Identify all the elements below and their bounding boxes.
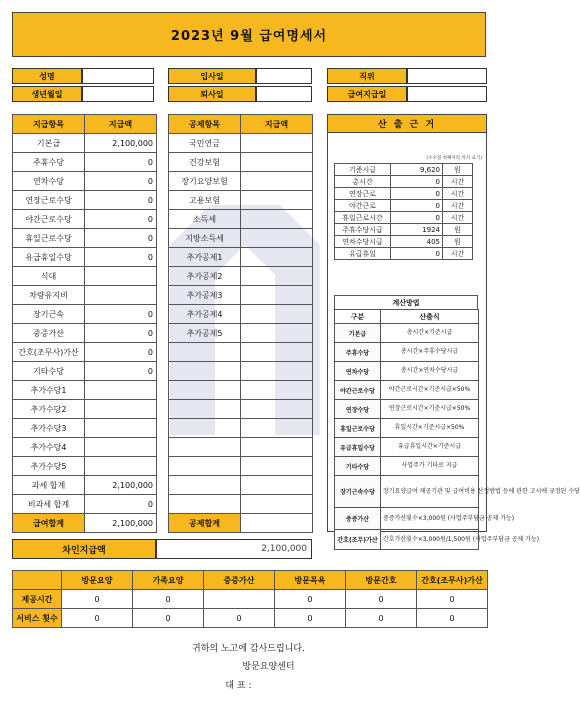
pay-row — [13, 267, 157, 286]
service-row — [13, 609, 488, 628]
deduction-row — [169, 248, 313, 267]
deduction-header-item: 공제항목 — [169, 115, 241, 134]
basis-values-table — [334, 163, 473, 260]
deduction-item-label: 고용보험 — [169, 191, 241, 210]
deduction-row — [169, 153, 313, 172]
deduction-item-amount[interactable] — [241, 324, 313, 343]
service-value[interactable]: 0 — [62, 590, 133, 609]
pay-item-label: 연차수당 — [13, 172, 85, 191]
deduction-item-label — [169, 400, 241, 419]
service-row-label: 서비스 횟수 — [13, 609, 62, 628]
deduction-item-amount[interactable] — [241, 381, 313, 400]
pay-item-amount[interactable] — [85, 419, 157, 438]
pay-item-label: 장기근속 — [13, 305, 85, 324]
pay-item-label: 비과세 합계 — [13, 495, 85, 514]
basis-value[interactable]: 0 — [391, 212, 443, 224]
deduction-item-label — [169, 438, 241, 457]
basis-label: 기준시급 — [335, 164, 391, 176]
method-formula: 휴일시간×기준시급×50% — [381, 419, 479, 438]
deduction-item-label — [169, 476, 241, 495]
service-header: 방문요양 — [62, 571, 133, 590]
deduction-item-amount[interactable] — [241, 191, 313, 210]
deduction-row — [169, 381, 313, 400]
deduction-row — [169, 457, 313, 476]
pay-item-amount[interactable] — [85, 400, 157, 419]
deduction-item-amount[interactable] — [241, 134, 313, 153]
deduction-item-label — [169, 343, 241, 362]
method-row — [335, 400, 479, 419]
method-kind: 장기근속수당 — [335, 476, 381, 508]
name-label: 성명 — [12, 68, 82, 84]
method-row — [335, 362, 479, 381]
service-header-blank — [13, 571, 62, 590]
basis-value[interactable]: 9,620 — [391, 164, 443, 176]
pay-item-amount[interactable] — [85, 267, 157, 286]
method-formula: 중증가산횟수×3,000원 (사업주부담금 공제 가능) — [381, 508, 479, 530]
birth-value[interactable] — [82, 86, 154, 102]
deduction-row — [169, 476, 313, 495]
deduction-item-amount[interactable] — [241, 438, 313, 457]
pay-header-item: 지급항목 — [13, 115, 85, 134]
deduction-item-amount[interactable] — [241, 248, 313, 267]
deduction-item-amount[interactable] — [241, 400, 313, 419]
service-value[interactable]: 0 — [204, 609, 275, 628]
net-pay-value: 2,100,000 — [156, 539, 312, 559]
method-row — [335, 381, 479, 400]
method-formula: 간호가산횟수×3,000원/1,500원 (사업주부담금 공제 가능) — [381, 530, 479, 550]
deduction-row — [169, 305, 313, 324]
basis-unit: 시간 — [443, 188, 473, 200]
pay-item-label: 야간근로수당 — [13, 210, 85, 229]
service-value[interactable] — [204, 590, 275, 609]
pay-total-row — [13, 514, 157, 533]
pay-item-amount[interactable]: 2,100,000 — [85, 476, 157, 495]
deduction-total-label: 공제합계 — [169, 514, 241, 533]
pay-row — [13, 495, 157, 514]
pay-item-label: 유급휴일수당 — [13, 248, 85, 267]
pay-row — [13, 191, 157, 210]
pay-row — [13, 248, 157, 267]
pay-item-amount[interactable]: 0 — [85, 229, 157, 248]
hire-date-label: 입사일 — [168, 68, 256, 84]
deduction-row — [169, 229, 313, 248]
deduction-item-label: 건강보험 — [169, 153, 241, 172]
service-value[interactable]: 0 — [133, 609, 204, 628]
basis-unit: 원 — [443, 236, 473, 248]
payday-label: 급여지급일 — [327, 86, 407, 102]
pay-item-label: 추가수당4 — [13, 438, 85, 457]
method-kind: 주휴수당 — [335, 343, 381, 362]
basis-value[interactable]: 0 — [391, 200, 443, 212]
method-row — [335, 476, 479, 508]
pay-item-label: 중증가산 — [13, 324, 85, 343]
pay-item-amount[interactable] — [85, 381, 157, 400]
method-kind: 연장수당 — [335, 400, 381, 419]
deduction-row — [169, 438, 313, 457]
basis-row — [335, 176, 473, 188]
basis-label: 연장근로 — [335, 188, 391, 200]
pay-item-amount[interactable] — [85, 438, 157, 457]
net-pay-label: 차인지급액 — [12, 539, 156, 559]
basis-row — [335, 188, 473, 200]
deduction-item-amount[interactable] — [241, 495, 313, 514]
basis-unit: 시간 — [443, 200, 473, 212]
service-value[interactable]: 0 — [62, 609, 133, 628]
service-header: 중증가산 — [204, 571, 275, 590]
method-formula: 총시간×주휴수당시급 — [381, 343, 479, 362]
deduction-item-label — [169, 495, 241, 514]
deduction-row — [169, 495, 313, 514]
pay-item-label: 기본급 — [13, 134, 85, 153]
pay-item-label: 추가수당3 — [13, 419, 85, 438]
method-row — [335, 438, 479, 457]
deduction-item-label: 소득세 — [169, 210, 241, 229]
service-header: 간호(조무사)가산 — [417, 571, 488, 590]
deduction-item-label — [169, 419, 241, 438]
method-row — [335, 419, 479, 438]
basis-value[interactable]: 0 — [391, 248, 443, 260]
pay-item-amount[interactable]: 0 — [85, 362, 157, 381]
pay-row — [13, 381, 157, 400]
pay-total-value: 2,100,000 — [85, 514, 157, 533]
deduction-item-amount[interactable] — [241, 419, 313, 438]
pay-item-amount[interactable] — [85, 286, 157, 305]
pay-row — [13, 343, 157, 362]
pay-row — [13, 210, 157, 229]
method-row — [335, 343, 479, 362]
pay-item-label: 기타수당 — [13, 362, 85, 381]
pay-item-label: 추가수당5 — [13, 457, 85, 476]
basis-unit: 시간 — [443, 212, 473, 224]
deduction-item-label: 추가공제4 — [169, 305, 241, 324]
method-kind: 야간근로수당 — [335, 381, 381, 400]
pay-item-amount[interactable]: 0 — [85, 210, 157, 229]
basis-value[interactable]: 0 — [391, 176, 443, 188]
pay-total-label: 급여합계 — [13, 514, 85, 533]
deduction-item-label: 추가공제5 — [169, 324, 241, 343]
method-kind: 중증가산 — [335, 508, 381, 530]
service-row — [13, 590, 488, 609]
method-kind: 간호(조무)가산 — [335, 530, 381, 550]
deduction-item-label — [169, 457, 241, 476]
service-value[interactable]: 0 — [417, 590, 488, 609]
basis-value[interactable]: 405 — [391, 236, 443, 248]
basis-unit: 시간 — [443, 248, 473, 260]
page-title: 2023년 9월 급여명세서 — [12, 12, 486, 57]
pay-item-label: 휴일근로수당 — [13, 229, 85, 248]
pay-row — [13, 134, 157, 153]
method-formula: 총시간×연차수당시급 — [381, 362, 479, 381]
pay-row — [13, 305, 157, 324]
basis-label: 휴일근로시간 — [335, 212, 391, 224]
deduction-row — [169, 400, 313, 419]
service-value[interactable]: 0 — [133, 590, 204, 609]
deduction-item-amount[interactable] — [241, 267, 313, 286]
method-header-kind: 구분 — [335, 310, 381, 324]
service-value[interactable]: 0 — [417, 609, 488, 628]
name-value[interactable] — [82, 68, 154, 84]
pay-row — [13, 476, 157, 495]
payday-value[interactable] — [407, 86, 487, 102]
position-value[interactable] — [407, 68, 487, 84]
basis-label: 야간근로 — [335, 200, 391, 212]
basis-value[interactable]: 1924 — [391, 224, 443, 236]
deduction-item-amount[interactable] — [241, 476, 313, 495]
pay-item-label: 추가수당2 — [13, 400, 85, 419]
pay-item-amount[interactable]: 0 — [85, 305, 157, 324]
deduction-row — [169, 172, 313, 191]
deduction-header-amount: 지급액 — [241, 115, 313, 134]
pay-row — [13, 438, 157, 457]
service-value[interactable]: 0 — [346, 590, 417, 609]
center-name: 방문요양센터 — [242, 662, 295, 672]
deduction-item-amount[interactable] — [241, 153, 313, 172]
deduction-item-label — [169, 381, 241, 400]
method-kind: 기본급 — [335, 324, 381, 343]
pay-item-amount[interactable]: 0 — [85, 495, 157, 514]
representative-label: 대 표 : — [225, 681, 252, 691]
pay-row — [13, 400, 157, 419]
deduction-row — [169, 134, 313, 153]
basis-label: 연차수당시급 — [335, 236, 391, 248]
deduction-row — [169, 267, 313, 286]
basis-row — [335, 224, 473, 236]
basis-value[interactable]: 0 — [391, 188, 443, 200]
pay-item-amount[interactable]: 0 — [85, 324, 157, 343]
deduction-item-amount[interactable] — [241, 210, 313, 229]
pay-row — [13, 153, 157, 172]
basis-note: (소수점 첫째자리 까지 표기) — [426, 156, 482, 161]
basis-row — [335, 236, 473, 248]
pay-item-amount[interactable]: 0 — [85, 248, 157, 267]
method-row — [335, 508, 479, 530]
deduction-item-label: 지방소득세 — [169, 229, 241, 248]
deduction-total-value — [241, 514, 313, 533]
thanks-text: 귀하의 노고에 감사드립니다. — [192, 644, 305, 654]
method-formula: 사업주가 기타로 지급 — [381, 457, 479, 476]
leave-date-value[interactable] — [256, 86, 312, 102]
pay-item-label: 간호(조무사)가산 — [13, 343, 85, 362]
pay-item-amount[interactable]: 0 — [85, 343, 157, 362]
pay-row — [13, 286, 157, 305]
method-formula: 야간근로시간×기준시급×50% — [381, 381, 479, 400]
pay-item-amount[interactable]: 0 — [85, 172, 157, 191]
pay-header-amount: 지급액 — [85, 115, 157, 134]
hire-date-value[interactable] — [256, 68, 312, 84]
basis-row — [335, 164, 473, 176]
basis-unit: 시간 — [443, 176, 473, 188]
pay-item-amount[interactable]: 2,100,000 — [85, 134, 157, 153]
deduction-item-amount[interactable] — [241, 286, 313, 305]
calculation-basis-panel — [327, 114, 580, 544]
basis-title: 산 출 근 거 — [328, 115, 486, 133]
service-row-label: 제공시간 — [13, 590, 62, 609]
pay-item-label: 주휴수당 — [13, 153, 85, 172]
deduction-row — [169, 419, 313, 438]
method-row — [335, 457, 479, 476]
basis-unit: 원 — [443, 224, 473, 236]
leave-date-label: 퇴사일 — [168, 86, 256, 102]
deduction-row — [169, 210, 313, 229]
basis-row — [335, 200, 473, 212]
deduction-row — [169, 191, 313, 210]
pay-item-label: 과세 합계 — [13, 476, 85, 495]
deduction-row — [169, 286, 313, 305]
method-kind: 기타수당 — [335, 457, 381, 476]
method-table — [334, 309, 580, 550]
pay-row — [13, 172, 157, 191]
deduction-item-amount[interactable] — [241, 343, 313, 362]
deduction-item-label: 추가공제3 — [169, 286, 241, 305]
pay-item-label: 식대 — [13, 267, 85, 286]
deduction-table — [168, 114, 313, 533]
method-kind: 유급휴일수당 — [335, 438, 381, 457]
method-formula: 유급휴일시간×기준시급 — [381, 438, 479, 457]
service-table — [12, 570, 488, 628]
deduction-item-label: 추가공제1 — [169, 248, 241, 267]
pay-item-amount[interactable]: 0 — [85, 191, 157, 210]
birth-label: 생년월일 — [12, 86, 82, 102]
pay-row — [13, 324, 157, 343]
basis-row — [335, 248, 473, 260]
pay-row — [13, 362, 157, 381]
pay-item-label: 차량유지비 — [13, 286, 85, 305]
service-header: 방문간호 — [346, 571, 417, 590]
deduction-item-label: 장기요양보험 — [169, 172, 241, 191]
method-header-formula: 산출식 — [381, 310, 479, 324]
service-value[interactable]: 0 — [275, 590, 346, 609]
method-kind: 연차수당 — [335, 362, 381, 381]
basis-label: 유급휴일 — [335, 248, 391, 260]
method-kind: 휴일근로수당 — [335, 419, 381, 438]
method-row — [335, 324, 479, 343]
basis-label: 주휴수당시급 — [335, 224, 391, 236]
service-header-row — [13, 571, 488, 590]
pay-item-amount[interactable] — [85, 457, 157, 476]
deduction-item-label: 추가공제2 — [169, 267, 241, 286]
deduction-row — [169, 343, 313, 362]
pay-row — [13, 419, 157, 438]
deduction-item-amount[interactable] — [241, 172, 313, 191]
method-row — [335, 530, 479, 550]
deduction-row — [169, 362, 313, 381]
method-title: 계산방법 — [334, 295, 478, 309]
pay-table — [12, 114, 157, 533]
pay-item-label: 연장근로수당 — [13, 191, 85, 210]
position-label: 직위 — [327, 68, 407, 84]
deduction-row — [169, 324, 313, 343]
service-value[interactable]: 0 — [275, 609, 346, 628]
basis-unit: 원 — [443, 164, 473, 176]
method-formula: 총시간×기준시급 — [381, 324, 479, 343]
service-value[interactable]: 0 — [346, 609, 417, 628]
deduction-total-row — [169, 514, 313, 533]
service-header: 방문목욕 — [275, 571, 346, 590]
pay-item-label: 추가수당1 — [13, 381, 85, 400]
basis-row — [335, 212, 473, 224]
deduction-item-amount[interactable] — [241, 229, 313, 248]
method-formula: 장기요양급여 제공기관 및 급여비용 산정방법 등에 관한 고시에 규정된 수당 — [381, 476, 479, 508]
deduction-item-amount[interactable] — [241, 305, 313, 324]
pay-item-amount[interactable]: 0 — [85, 153, 157, 172]
service-header: 가족요양 — [133, 571, 204, 590]
pay-row — [13, 229, 157, 248]
deduction-item-label — [169, 362, 241, 381]
deduction-item-label: 국민연금 — [169, 134, 241, 153]
method-formula: 연장근로시간×기준시급×50% — [381, 400, 479, 419]
basis-label: 총시간 — [335, 176, 391, 188]
deduction-item-amount[interactable] — [241, 362, 313, 381]
pay-row — [13, 457, 157, 476]
deduction-item-amount[interactable] — [241, 457, 313, 476]
